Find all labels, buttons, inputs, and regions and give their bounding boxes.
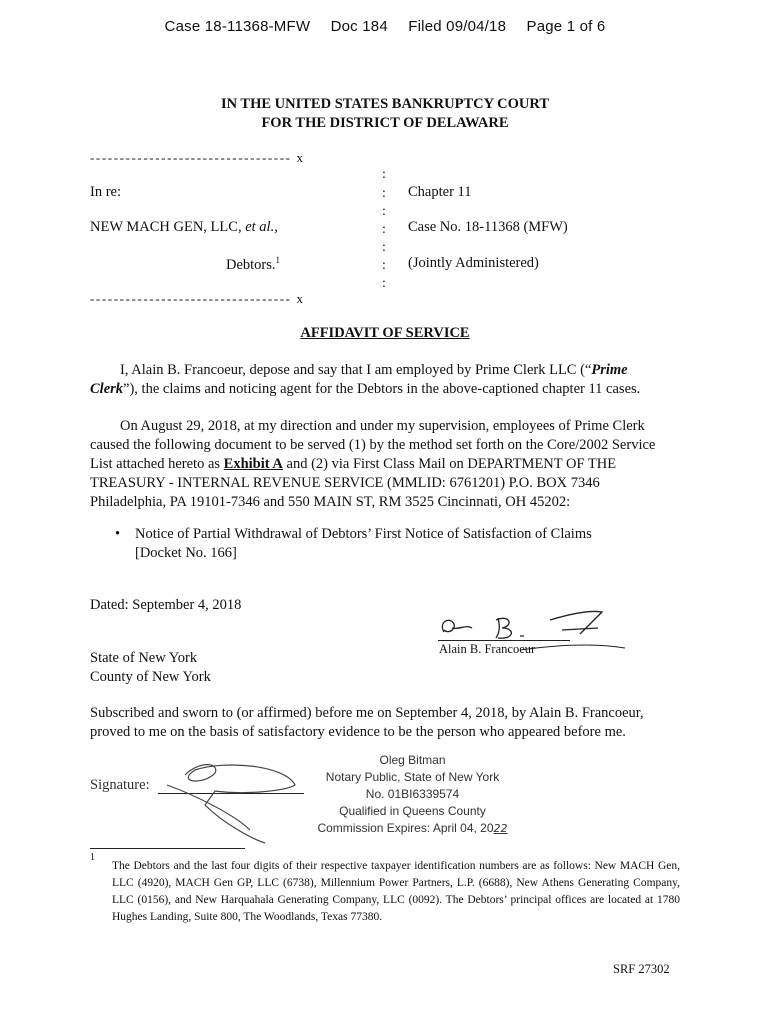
case-number-label: Case No. 18-11368 (MFW) — [408, 219, 568, 235]
case-number: Case 18-11368-MFW — [164, 18, 311, 35]
dated-line: Dated: September 4, 2018 — [90, 597, 242, 613]
affiant-name: Alain B. Francoeur — [439, 642, 536, 656]
notary-signature-graphic — [145, 755, 305, 845]
paragraph-1 — [90, 361, 672, 399]
court-heading — [0, 95, 770, 133]
caption-colon: : — [382, 240, 386, 255]
caption-colon: : — [382, 186, 386, 201]
sworn-statement: Subscribed and sworn to (or affirmed) before me on September 4, 2018, by Alain B. Francoeur, proved to me on the basis of satisfactory evidence to be the person who appeared before me. — [90, 705, 644, 740]
caption-colon: : — [382, 222, 386, 237]
caption-colon: : — [382, 276, 386, 291]
affiant-signature-line — [438, 640, 570, 641]
state-line: State of New York — [90, 650, 198, 666]
caption-bottom-rule: ---------------------------------- x — [90, 291, 305, 306]
notary-qualified: Qualified in Queens County — [339, 804, 486, 818]
court-line-2: FOR THE DISTRICT OF DELAWARE — [261, 115, 509, 131]
served-document-text: Notice of Partial Withdrawal of Debtors’ First Notice of Satisfaction of Claims [Docket No. 166] — [135, 526, 592, 561]
document-title: AFFIDAVIT OF SERVICE — [300, 325, 470, 341]
footnote-mark: 1 — [90, 852, 95, 863]
paragraph-2 — [90, 417, 672, 512]
page-number: Page 1 of 6 — [526, 18, 606, 35]
notary-expiration-year: 22 — [493, 822, 508, 835]
paragraph-1-text-b: ”), the claims and noticing agent for the Debtors in the above-captioned chapter 11 cases. — [123, 381, 641, 397]
paragraph-2-text-a: On August 29, 2018, at my direction and under my supervision, employees of Prime Clerk caused the following document to be served (1) by the method set forth on the Core/2002 Service List attached hereto as — [90, 418, 656, 472]
debtor-name — [90, 219, 278, 236]
caption-colon: : — [382, 204, 386, 219]
in-re-label: In re: — [90, 184, 121, 200]
clerk-defined-term: Clerk — [90, 381, 124, 397]
exhibit-a-reference: Exhibit A — [223, 456, 283, 472]
paragraph-2-text-b: and (2) via First Class Mail on DEPARTMENT OF THE TREASURY - INTERNAL REVENUE SERVICE (MMLID: 6761201) P.O. BOX 7346 Philadelphia, PA 19101-7346 and 550 MAIN ST, RM 3525 Cincinnati, OH 45202: — [90, 456, 617, 510]
filing-header — [0, 18, 770, 35]
caption-colon: : — [382, 167, 386, 182]
footnote-separator — [90, 848, 245, 849]
debtors-label — [226, 255, 280, 274]
footnote-ref: 1 — [275, 255, 281, 265]
filed-date: Filed 09/04/18 — [408, 18, 507, 35]
doc-number: Doc 184 — [330, 18, 388, 35]
et-al: et al., — [245, 219, 278, 235]
paragraph-1-text-a: I, Alain B. Francoeur, depose and say that I am employed by Prime Clerk LLC (“ — [120, 362, 592, 378]
served-document-item — [115, 525, 675, 563]
bullet-icon: • — [115, 526, 121, 542]
caption-top-rule: ---------------------------------- x — [90, 150, 305, 165]
notary-expiration — [300, 820, 525, 837]
debtors-text: Debtors. — [226, 256, 276, 273]
notary-expiration-text: Commission Expires: April 04, 20 — [317, 821, 494, 835]
debtor-name-text: NEW MACH GEN, LLC, — [90, 219, 242, 235]
jurisdiction-block — [90, 649, 211, 687]
caption-colon: : — [382, 258, 386, 273]
county-line: County of New York — [90, 669, 211, 685]
notary-stamp — [300, 752, 525, 837]
footnote-text: The Debtors and the last four digits of their respective taxpayer identification numbers are as follows: New MACH Gen, LLC (4920), MACH Gen GP, LLC (6738), Millennium Power Partners, L.P. (6688), New Athens Generating Company, LLC (0156), and New Harquahala Generating Company, LLC (0092). The Debtors’ principal offices are located at 1780 Hughes Landing, Suite 800, The Woodlands, Texas 77380. — [112, 860, 680, 923]
jointly-administered-label: (Jointly Administered) — [408, 255, 539, 271]
court-line-1: IN THE UNITED STATES BANKRUPTCY COURT — [220, 96, 550, 112]
chapter-label: Chapter 11 — [408, 184, 472, 200]
notary-number: No. 01BI6339574 — [365, 787, 460, 801]
notary-name: Oleg Bitman — [379, 753, 446, 767]
notary-title: Notary Public, State of New York — [325, 770, 500, 784]
prime-defined-term: Prime — [591, 362, 628, 378]
signature-label: Signature: — [90, 777, 150, 793]
srf-number: SRF 27302 — [613, 962, 670, 976]
